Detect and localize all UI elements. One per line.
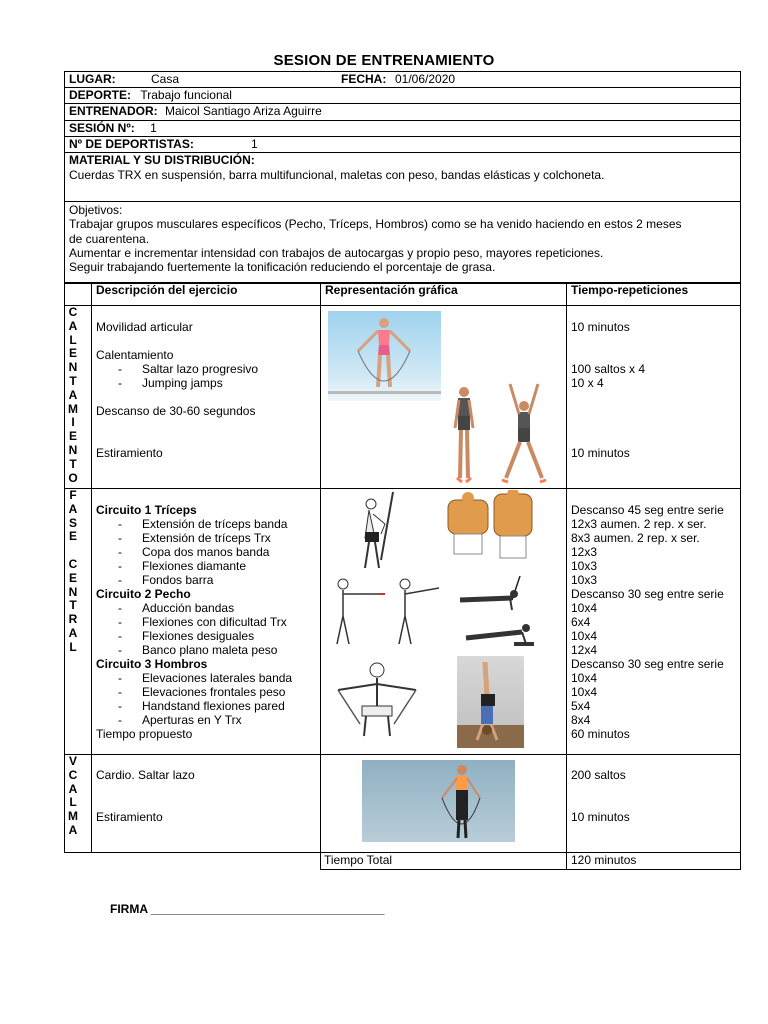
bullet: - xyxy=(118,559,122,573)
section-letter: R xyxy=(68,612,78,627)
col-header-rep: Representación gráfica xyxy=(325,283,458,297)
section-letter: E xyxy=(68,346,77,361)
bullet: - xyxy=(118,699,122,713)
bullet: - xyxy=(118,517,122,531)
exercise-item: Copa dos manos banda xyxy=(142,545,270,559)
fecha-value: 01/06/2020 xyxy=(395,72,456,86)
bullet: - xyxy=(118,671,122,685)
signature-line: FIRMA ___________________________________ xyxy=(110,902,385,916)
col-header-time: Tiempo-repeticiones xyxy=(571,283,689,297)
circuit1-rest: Descanso 45 seg entre serie xyxy=(571,503,724,517)
section-letter: T xyxy=(69,598,77,613)
section-letter: A xyxy=(68,625,78,640)
exercise-item: Handstand flexiones pared xyxy=(142,699,285,713)
deportistas-value: 1 xyxy=(251,137,258,151)
dips-illustration xyxy=(446,490,536,566)
bullet: - xyxy=(118,713,122,727)
exercise-reps: 12x3 xyxy=(571,545,598,559)
cardio-label: Cardio. Saltar lazo xyxy=(96,768,195,782)
section-letter: C xyxy=(68,556,78,571)
total-label: Tiempo Total xyxy=(324,853,393,867)
exercise-item: Extensión de tríceps Trx xyxy=(142,531,271,545)
bullet: - xyxy=(118,573,122,587)
section-letter: N xyxy=(68,360,78,375)
objetivos-line: Trabajar grupos musculares específicos (Pecho, Tríceps, Hombros) como se ha venido haciendo en estos 2 meses xyxy=(69,217,682,232)
exercise-item: Flexiones con dificultad Trx xyxy=(142,615,287,629)
calma-estiramiento-time: 10 minutos xyxy=(571,810,630,824)
section-letter: L xyxy=(69,332,77,347)
exercise-reps: 10x3 xyxy=(571,573,598,587)
deportistas-label: Nº DE DEPORTISTAS: xyxy=(69,137,194,151)
chest-adduction-illustration xyxy=(323,572,443,648)
exercise-item: Elevaciones frontales peso xyxy=(142,685,286,699)
section-label-calma xyxy=(66,755,80,838)
movilidad-label: Movilidad articular xyxy=(96,320,193,334)
section-letter: M xyxy=(68,401,78,416)
exercise-reps: 10x4 xyxy=(571,671,598,685)
lateral-raise-band-illustration xyxy=(330,660,424,740)
exercise-item: Fondos barra xyxy=(142,573,214,587)
total-value: 120 minutos xyxy=(571,853,637,867)
exercise-item: Aperturas en Y Trx xyxy=(142,713,242,727)
material-value: Cuerdas TRX en suspensión, barra multifuncional, maletas con peso, bandas elásticas y colchoneta. xyxy=(69,168,605,182)
section-letter: A xyxy=(68,822,78,837)
exercise-item: Banco plano maleta peso xyxy=(142,643,278,657)
exercise-reps: 10x4 xyxy=(571,685,598,699)
sesion-label: SESIÓN Nº: xyxy=(69,121,135,135)
exercise-reps: 12x4 xyxy=(571,643,598,657)
salto-label: Saltar lazo progresivo xyxy=(142,362,259,376)
fecha-label: FECHA: xyxy=(341,72,387,86)
section-letter: N xyxy=(68,442,78,457)
exercise-reps: 10x4 xyxy=(571,629,598,643)
section-letter: A xyxy=(68,387,78,402)
exercise-reps: 12x3 aumen. 2 rep. x ser. xyxy=(571,517,707,531)
bullet: - xyxy=(118,629,122,643)
row-lugar xyxy=(65,72,740,88)
page-title: SESION DE ENTRENAMIENTO xyxy=(273,52,495,69)
section-letter: T xyxy=(69,456,77,471)
exercise-reps: 5x4 xyxy=(571,699,591,713)
descanso-label: Descanso de 30-60 segundos xyxy=(96,404,256,418)
section-letter: I xyxy=(71,415,75,430)
section-letter: E xyxy=(68,529,77,544)
section-letter: C xyxy=(68,305,78,319)
section-letter: E xyxy=(68,570,77,585)
objetivos-line: de cuarentena. xyxy=(69,231,150,246)
section-letter: A xyxy=(68,501,78,516)
bullet: - xyxy=(118,545,122,559)
bullet: - xyxy=(118,643,122,657)
jumping-label: Jumping jamps xyxy=(142,376,223,390)
section-letter: F xyxy=(69,488,77,502)
bullet: - xyxy=(118,362,122,376)
bullet: - xyxy=(118,531,122,545)
jumping-jacks-illustration xyxy=(444,378,564,486)
salto-time: 100 saltos x 4 xyxy=(571,362,646,376)
section-letter: L xyxy=(69,639,77,654)
trx-pushup-illustration xyxy=(452,576,542,650)
handstand-photo xyxy=(457,656,524,748)
exercise-item: Flexiones desiguales xyxy=(142,629,255,643)
calentamiento-label: Calentamiento xyxy=(96,348,174,362)
section-letter: L xyxy=(69,795,77,810)
circuit1-title: Circuito 1 Tríceps xyxy=(96,503,197,517)
triceps-band-illustration xyxy=(345,490,405,572)
section-label-fase-central xyxy=(66,489,80,655)
section-letter: S xyxy=(68,515,77,530)
section-letter: E xyxy=(68,429,77,444)
objetivos-line: Seguir trabajando fuertemente la tonificación reduciendo el porcentaje de grasa. xyxy=(69,260,496,275)
section-letter: A xyxy=(68,318,78,333)
deporte-value: Trabajo funcional xyxy=(140,88,232,102)
exercise-item: Flexiones diamante xyxy=(142,559,247,573)
section-letter: T xyxy=(69,373,77,388)
exercise-reps: 6x4 xyxy=(571,615,591,629)
estiramiento-label: Estiramiento xyxy=(96,446,163,460)
circuit2-rest: Descanso 30 seg entre serie xyxy=(571,587,724,601)
entrenador-label: ENTRENADOR: xyxy=(69,104,158,118)
bullet: - xyxy=(118,601,122,615)
calma-estiramiento-label: Estiramiento xyxy=(96,810,163,824)
exercise-item: Extensión de tríceps banda xyxy=(142,517,288,531)
exercise-reps: 10x3 xyxy=(571,559,598,573)
exercise-item: Elevaciones laterales banda xyxy=(142,671,293,685)
lugar-value: Casa xyxy=(151,72,180,86)
section-letter: C xyxy=(68,767,78,782)
section-letter xyxy=(66,544,80,558)
estiramiento-time: 10 minutos xyxy=(571,446,630,460)
section-letter: V xyxy=(68,754,77,768)
row-objetivos xyxy=(65,202,740,284)
exercise-item: Aducción bandas xyxy=(142,601,235,615)
movilidad-time: 10 minutos xyxy=(571,320,630,334)
objetivos-line: Aumentar e incrementar intensidad con trabajos de autocargas y propio peso, mayores repeticiones. xyxy=(69,245,604,260)
row-deporte xyxy=(65,88,740,104)
entrenador-value: Maicol Santiago Ariza Aguirre xyxy=(165,104,322,118)
cardio-jump-rope-photo xyxy=(362,760,515,842)
tiempo-propuesto-value: 60 minutos xyxy=(571,727,630,741)
objetivos-label: Objetivos: xyxy=(69,203,123,217)
material-label: MATERIAL Y SU DISTRIBUCIÓN: xyxy=(69,153,255,167)
header-block xyxy=(64,71,741,283)
exercise-reps: 8x4 xyxy=(571,713,591,727)
jumping-time: 10 x 4 xyxy=(571,376,604,390)
row-material xyxy=(65,153,740,202)
lugar-label: LUGAR: xyxy=(69,72,116,86)
bullet: - xyxy=(118,615,122,629)
section-label-calentamiento xyxy=(66,306,80,485)
sesion-value: 1 xyxy=(150,121,157,135)
jump-rope-photo xyxy=(328,311,441,401)
row-entrenador xyxy=(65,104,740,121)
bullet: - xyxy=(118,685,122,699)
section-letter: M xyxy=(68,809,78,824)
deporte-label: DEPORTE: xyxy=(69,88,132,102)
circuit3-rest: Descanso 30 seg entre serie xyxy=(571,657,724,671)
circuit2-title: Circuito 2 Pecho xyxy=(96,587,191,601)
circuit3-title: Circuito 3 Hombros xyxy=(96,657,208,671)
exercise-reps: 10x4 xyxy=(571,601,598,615)
cardio-time: 200 saltos xyxy=(571,768,626,782)
tiempo-propuesto-label: Tiempo propuesto xyxy=(96,727,193,741)
section-letter: A xyxy=(68,781,78,796)
row-deportistas xyxy=(65,137,740,153)
exercise-reps: 8x3 aumen. 2 rep. x ser. xyxy=(571,531,700,545)
col-header-desc: Descripción del ejercicio xyxy=(96,283,238,297)
bullet: - xyxy=(118,376,122,390)
section-letter: N xyxy=(68,584,78,599)
section-letter: O xyxy=(68,470,78,485)
row-sesion xyxy=(65,121,740,137)
